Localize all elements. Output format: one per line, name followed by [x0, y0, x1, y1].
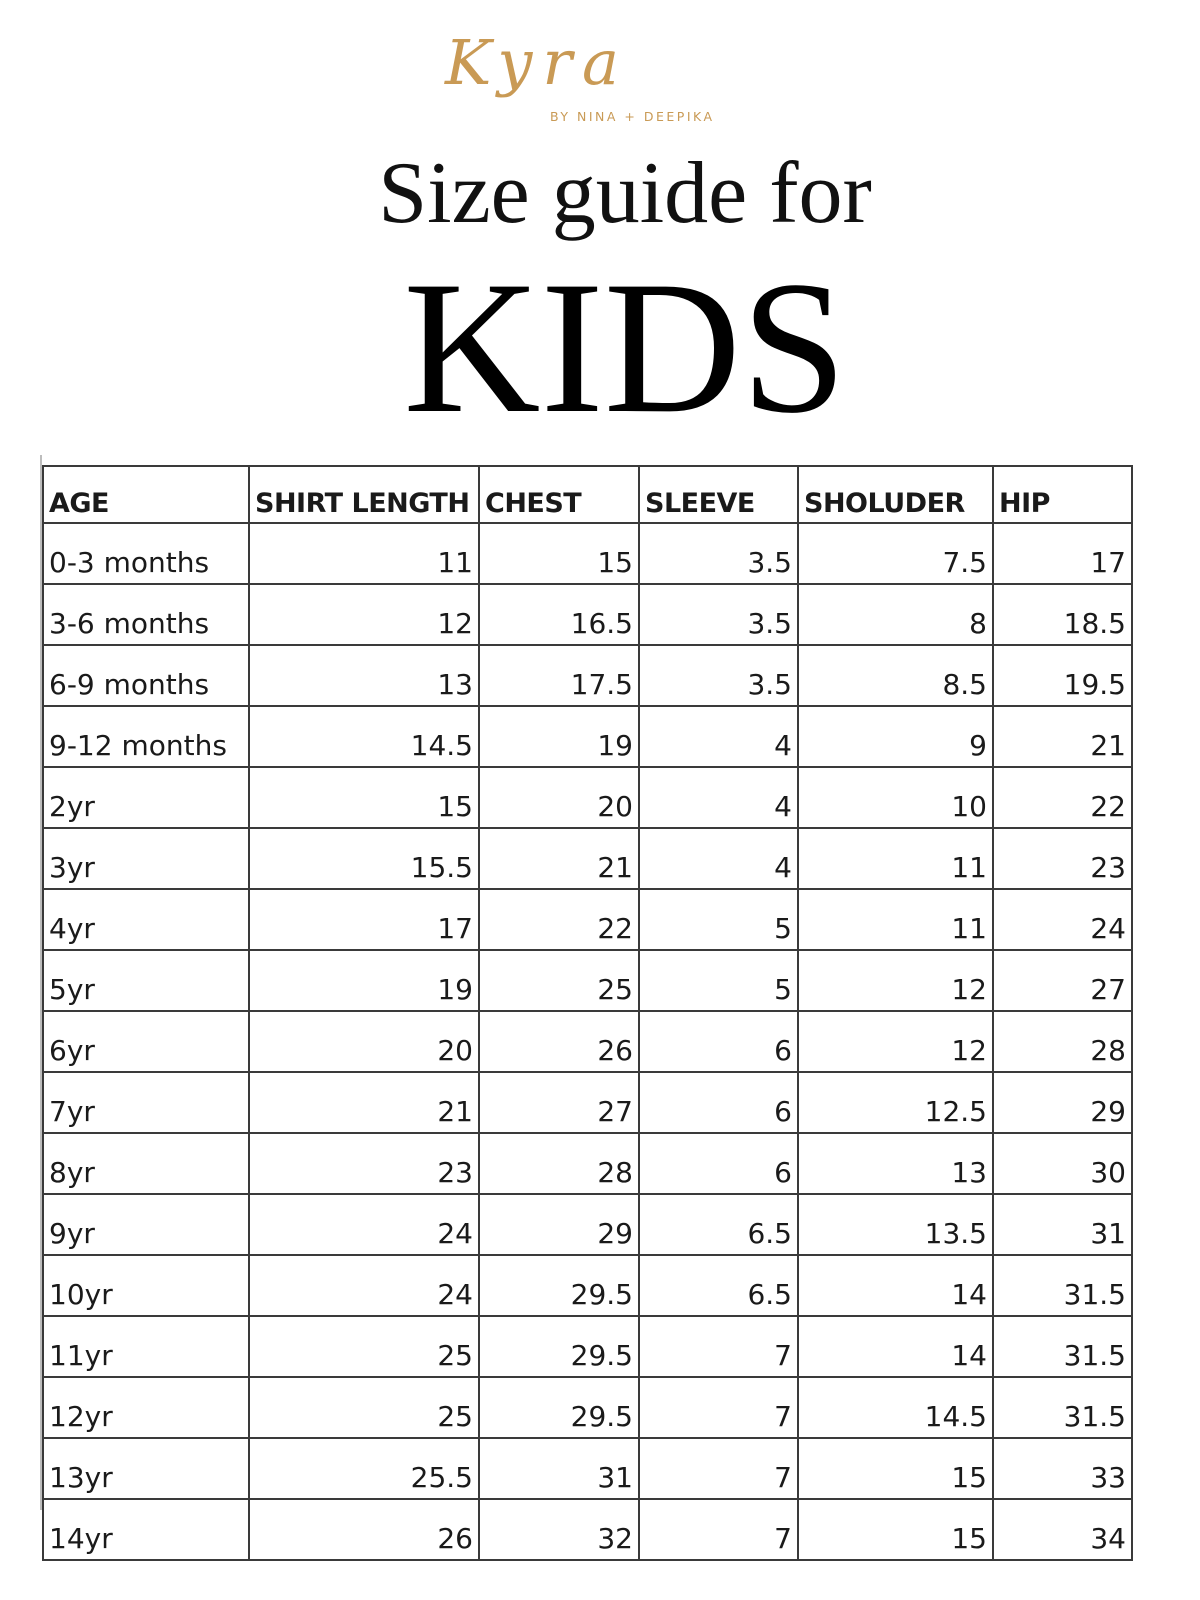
sleeve-cell: 7: [639, 1316, 798, 1377]
table-row: [43, 1438, 1132, 1499]
sleeve-cell: 6.5: [639, 1194, 798, 1255]
shoulder-cell: 14: [798, 1316, 993, 1377]
table-row: [43, 1316, 1132, 1377]
age-cell: 6-9 months: [43, 645, 249, 706]
chest-cell: 19: [479, 706, 639, 767]
shoulder-cell: 12: [798, 950, 993, 1011]
table-row: [43, 645, 1132, 706]
chest-cell: 20: [479, 767, 639, 828]
shirt-length-cell: 19: [249, 950, 479, 1011]
hip-cell: 27: [993, 950, 1132, 1011]
age-cell: 3-6 months: [43, 584, 249, 645]
shoulder-cell: 7.5: [798, 523, 993, 584]
age-cell: 5yr: [43, 950, 249, 1011]
chest-cell: 29.5: [479, 1255, 639, 1316]
age-cell: 0-3 months: [43, 523, 249, 584]
shoulder-cell: 8.5: [798, 645, 993, 706]
header-age: AGE: [43, 466, 249, 523]
sleeve-cell: 3.5: [639, 523, 798, 584]
age-cell: 11yr: [43, 1316, 249, 1377]
age-cell: 8yr: [43, 1133, 249, 1194]
brand-logo: [440, 26, 740, 140]
table-row: [43, 1194, 1132, 1255]
header-sleeve: SLEEVE: [639, 466, 798, 523]
age-cell: 6yr: [43, 1011, 249, 1072]
shirt-length-cell: 25: [249, 1316, 479, 1377]
chest-cell: 22: [479, 889, 639, 950]
table-row: [43, 828, 1132, 889]
hip-cell: 29: [993, 1072, 1132, 1133]
hip-cell: 34: [993, 1499, 1132, 1560]
shirt-length-cell: 20: [249, 1011, 479, 1072]
hip-cell: 31: [993, 1194, 1132, 1255]
table-row: [43, 1499, 1132, 1560]
sleeve-cell: 5: [639, 889, 798, 950]
logo-subtitle: BY NINA + DEEPIKA: [550, 109, 715, 124]
shirt-length-cell: 26: [249, 1499, 479, 1560]
table-header-row: [43, 466, 1132, 523]
chest-cell: 29: [479, 1194, 639, 1255]
hip-cell: 33: [993, 1438, 1132, 1499]
sleeve-cell: 3.5: [639, 584, 798, 645]
sleeve-cell: 4: [639, 828, 798, 889]
chest-cell: 32: [479, 1499, 639, 1560]
shirt-length-cell: 15: [249, 767, 479, 828]
hip-cell: 22: [993, 767, 1132, 828]
header-shirt-length: SHIRT LENGTH: [249, 466, 479, 523]
chest-cell: 29.5: [479, 1316, 639, 1377]
table-body: [43, 523, 1132, 1560]
sleeve-cell: 6.5: [639, 1255, 798, 1316]
chest-cell: 25: [479, 950, 639, 1011]
shoulder-cell: 9: [798, 706, 993, 767]
age-cell: 9yr: [43, 1194, 249, 1255]
shirt-length-cell: 25: [249, 1377, 479, 1438]
chest-cell: 28: [479, 1133, 639, 1194]
page-title-line1: Size guide for: [378, 145, 872, 242]
chest-cell: 16.5: [479, 584, 639, 645]
page-title-line2: KIDS: [403, 243, 847, 453]
chest-cell: 29.5: [479, 1377, 639, 1438]
chest-cell: 31: [479, 1438, 639, 1499]
age-cell: 7yr: [43, 1072, 249, 1133]
header-chest: CHEST: [479, 466, 639, 523]
hip-cell: 31.5: [993, 1255, 1132, 1316]
shoulder-cell: 14: [798, 1255, 993, 1316]
shirt-length-cell: 17: [249, 889, 479, 950]
shoulder-cell: 11: [798, 889, 993, 950]
chest-cell: 26: [479, 1011, 639, 1072]
sleeve-cell: 7: [639, 1499, 798, 1560]
hip-cell: 28: [993, 1011, 1132, 1072]
table-row: [43, 1072, 1132, 1133]
shoulder-cell: 12.5: [798, 1072, 993, 1133]
chest-cell: 27: [479, 1072, 639, 1133]
hip-cell: 18.5: [993, 584, 1132, 645]
shoulder-cell: 12: [798, 1011, 993, 1072]
shoulder-cell: 11: [798, 828, 993, 889]
logo-script-text: Kyra: [445, 26, 629, 99]
chest-cell: 21: [479, 828, 639, 889]
shoulder-cell: 13.5: [798, 1194, 993, 1255]
age-cell: 12yr: [43, 1377, 249, 1438]
chest-cell: 17.5: [479, 645, 639, 706]
age-cell: 14yr: [43, 1499, 249, 1560]
shoulder-cell: 15: [798, 1438, 993, 1499]
chest-cell: 15: [479, 523, 639, 584]
table-row: [43, 1255, 1132, 1316]
table-row: [43, 1133, 1132, 1194]
shirt-length-cell: 24: [249, 1194, 479, 1255]
age-cell: 13yr: [43, 1438, 249, 1499]
hip-cell: 19.5: [993, 645, 1132, 706]
table-row: [43, 1011, 1132, 1072]
hip-cell: 23: [993, 828, 1132, 889]
shirt-length-cell: 21: [249, 1072, 479, 1133]
shoulder-cell: 14.5: [798, 1377, 993, 1438]
sleeve-cell: 4: [639, 767, 798, 828]
header-shoulder: SHOLUDER: [798, 466, 993, 523]
size-table: [42, 465, 1133, 1561]
shirt-length-cell: 13: [249, 645, 479, 706]
table-row: [43, 584, 1132, 645]
table-row: [43, 1377, 1132, 1438]
hip-cell: 30: [993, 1133, 1132, 1194]
table-row: [43, 950, 1132, 1011]
table-row: [43, 706, 1132, 767]
age-cell: 10yr: [43, 1255, 249, 1316]
age-cell: 4yr: [43, 889, 249, 950]
sleeve-cell: 3.5: [639, 645, 798, 706]
hip-cell: 31.5: [993, 1377, 1132, 1438]
sleeve-cell: 6: [639, 1072, 798, 1133]
shoulder-cell: 8: [798, 584, 993, 645]
shoulder-cell: 13: [798, 1133, 993, 1194]
table-row: [43, 889, 1132, 950]
sleeve-cell: 7: [639, 1438, 798, 1499]
hip-cell: 31.5: [993, 1316, 1132, 1377]
sleeve-cell: 6: [639, 1011, 798, 1072]
shirt-length-cell: 12: [249, 584, 479, 645]
table-row: [43, 523, 1132, 584]
shirt-length-cell: 24: [249, 1255, 479, 1316]
hip-cell: 17: [993, 523, 1132, 584]
shirt-length-cell: 25.5: [249, 1438, 479, 1499]
hip-cell: 21: [993, 706, 1132, 767]
sleeve-cell: 7: [639, 1377, 798, 1438]
age-cell: 9-12 months: [43, 706, 249, 767]
sleeve-cell: 5: [639, 950, 798, 1011]
sleeve-cell: 4: [639, 706, 798, 767]
shirt-length-cell: 15.5: [249, 828, 479, 889]
age-cell: 3yr: [43, 828, 249, 889]
table-row: [43, 767, 1132, 828]
age-cell: 2yr: [43, 767, 249, 828]
shirt-length-cell: 23: [249, 1133, 479, 1194]
shirt-length-cell: 11: [249, 523, 479, 584]
shoulder-cell: 15: [798, 1499, 993, 1560]
shoulder-cell: 10: [798, 767, 993, 828]
hip-cell: 24: [993, 889, 1132, 950]
sleeve-cell: 6: [639, 1133, 798, 1194]
shirt-length-cell: 14.5: [249, 706, 479, 767]
header-hip: HIP: [993, 466, 1132, 523]
